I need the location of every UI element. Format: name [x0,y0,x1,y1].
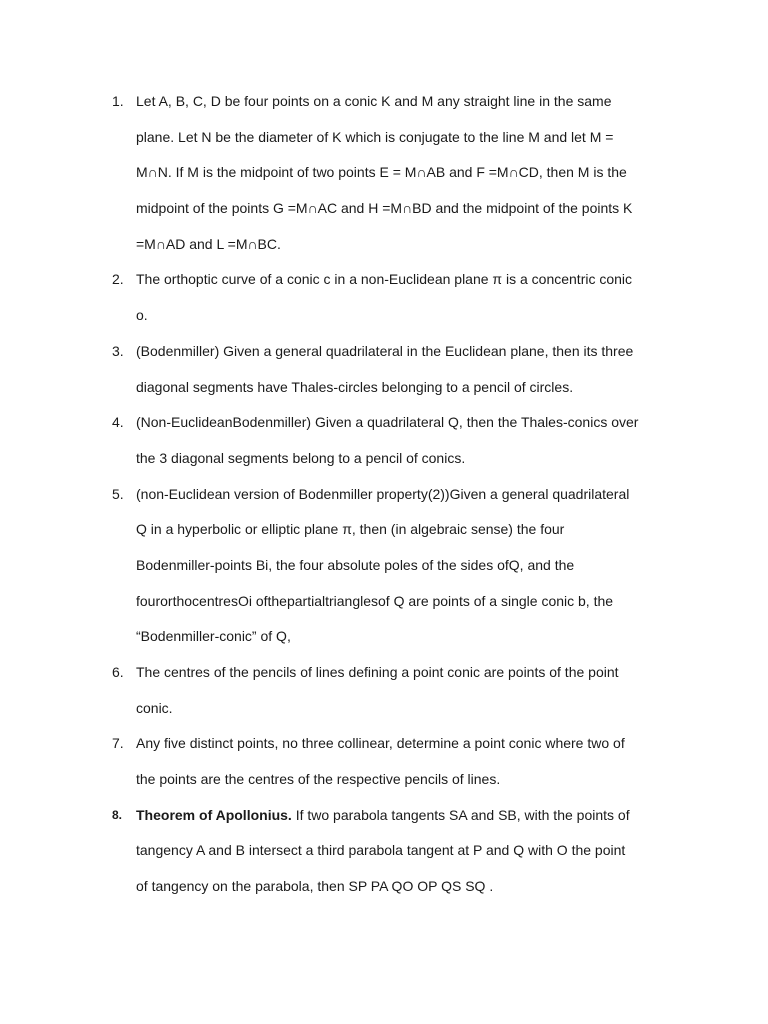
list-item [104,726,704,797]
item-text-line: M∩N. If M is the midpoint of two points E = M∩AB and F =M∩CD, then M is the [136,164,627,181]
item-text-line: o. [136,307,148,324]
list-item [104,655,704,726]
list-item [104,405,704,476]
item-number: 6. [112,664,124,680]
item-text-line: Q in a hyperbolic or elliptic plane π, then (in algebraic sense) the four [136,521,565,538]
theorem-list [104,84,704,905]
list-item [104,84,704,262]
list-item [104,334,704,405]
item-number: 5. [112,485,124,502]
item-text-line: the points are the centres of the respective pencils of lines. [136,771,501,788]
item-text-line: The orthoptic curve of a conic c in a non-Euclidean plane π is a concentric conic [136,271,633,288]
item-number: 8. [112,807,123,822]
theorem-title: Theorem of Apollonius. [136,806,292,823]
item-text-line: tangency A and B intersect a third parabola tangent at P and Q with O the point [136,842,626,859]
item-text-line: midpoint of the points G =M∩AC and H =M∩BD and the midpoint of the points K [136,200,633,217]
item-text-line [136,798,704,834]
item-number: 7. [112,735,124,752]
item-text-line: the 3 diagonal segments belong to a pencil of conics. [136,449,466,466]
item-number: 3. [112,342,124,359]
item-number: 1. [112,93,124,109]
item-text-line: “Bodenmiller-conic” of Q, [136,628,291,645]
item-text-line: (Bodenmiller) Given a general quadrilateral in the Euclidean plane, then its three [136,342,634,359]
item-text-line: (Non-EuclideanBodenmiller) Given a quadrilateral Q, then the Thales-conics over [136,414,639,431]
theorem-text: If two parabola tangents SA and SB, with the points of [291,806,630,823]
item-text-line: conic. [136,699,173,716]
item-text-line: of tangency on the parabola, then SP PA QO OP QS SQ . [136,878,494,895]
item-number: 4. [112,414,124,431]
list-item [104,477,704,655]
item-text-line: Any five distinct points, no three collinear, determine a point conic where two of [136,735,625,752]
item-number: 2. [112,271,124,288]
item-text-line: plane. Let N be the diameter of K which is conjugate to the line M and let M = [136,128,614,145]
item-text-line: The centres of the pencils of lines defining a point conic are points of the point [136,664,619,680]
item-text-line: fourorthocentresOi ofthepartialtrianglesof Q are points of a single conic b, the [136,592,614,609]
list-item [104,262,704,333]
item-text-line: diagonal segments have Thales-circles belonging to a pencil of circles. [136,378,574,395]
item-text-line: Bodenmiller-points Bi, the four absolute poles of the sides ofQ, and the [136,556,575,573]
item-text-line: =M∩AD and L =M∩BC. [136,235,281,252]
item-text-line: (non-Euclidean version of Bodenmiller property(2))Given a general quadrilateral [136,485,630,502]
list-item-theorem-apollonius [104,798,704,905]
item-text-line: Let A, B, C, D be four points on a conic K and M any straight line in the same [136,93,612,109]
